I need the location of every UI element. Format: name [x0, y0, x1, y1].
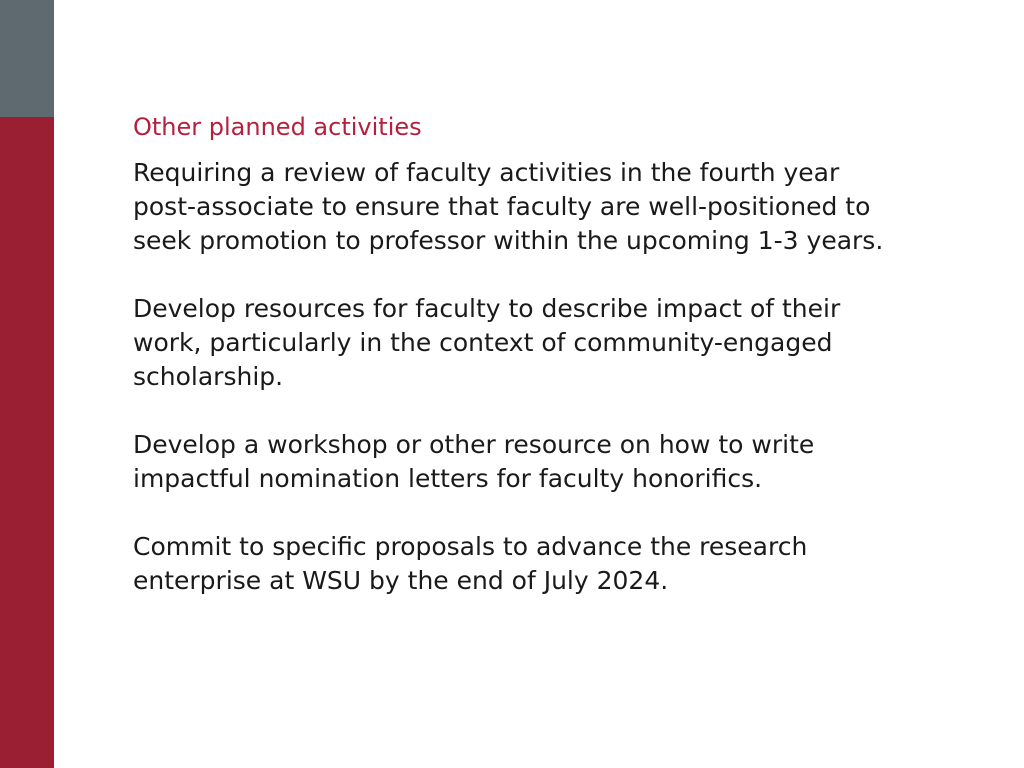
- paragraph-research-proposals: Commit to specific proposals to advance the research enterprise at WSU by the end of July 2024.: [133, 532, 808, 595]
- slide-body: [133, 156, 993, 598]
- paragraph-nomination-workshop: Develop a workshop or other resource on how to write impactful nomination letters for faculty honorifics.: [133, 430, 815, 493]
- paragraph-faculty-review: Requiring a review of faculty activities in the fourth year post-associate to ensure that faculty are well-positioned to seek promotion to professor within the upcoming 1-3 years.: [133, 158, 884, 255]
- slide-content: [133, 108, 993, 598]
- paragraph-impact-resources: Develop resources for faculty to describe impact of their work, particularly in the context of community-engaged scholarship.: [133, 294, 841, 391]
- sidebar-top-block: [0, 0, 54, 117]
- slide-heading: Other planned activities: [133, 113, 422, 141]
- sidebar-accent-block: [0, 117, 54, 768]
